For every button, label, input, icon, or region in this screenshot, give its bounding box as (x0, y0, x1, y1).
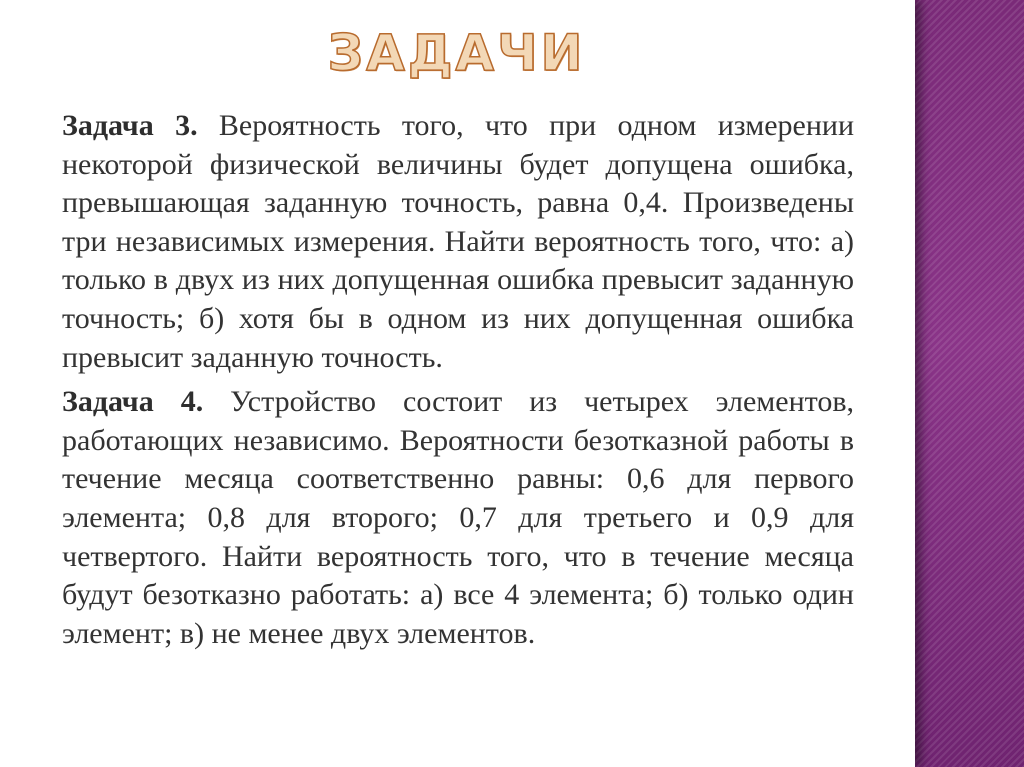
slide-body (62, 107, 854, 659)
task-4-paragraph (62, 383, 854, 653)
task-3-paragraph (62, 107, 854, 377)
slide-title (0, 24, 915, 82)
task-4-label: Задача 4. (62, 385, 204, 419)
decorative-side-band (905, 0, 1024, 767)
slide-title-text: ЗАДАЧИ (327, 24, 586, 82)
task-4-text: Устройство состоит из четырех элементов, работающих независимо. Вероятности безотказной работы в течение месяца соответственно равны: 0,6 для первого элемента; 0,8 для второго; 0,7 для третьего и 0,9 для четвертого. Найти вероятность того, что в течение месяца будут безотказно работать: а) все 4 элемента; б) только один элемент; в) не менее двух элементов. (62, 385, 855, 650)
task-3-label: Задача 3. (62, 109, 198, 142)
task-3-text: Вероятность того, что при одном измерении некоторой физической величины будет допущена ошибка, превышающая заданную точность, равна 0,4. Произведены три независимых измерения. Найти вероятность того, что: а) только в двух из них допущенная ошибка превысит заданную точность; б) хотя бы в одном из них допущенная ошибка превысит заданную точность. (62, 109, 855, 374)
